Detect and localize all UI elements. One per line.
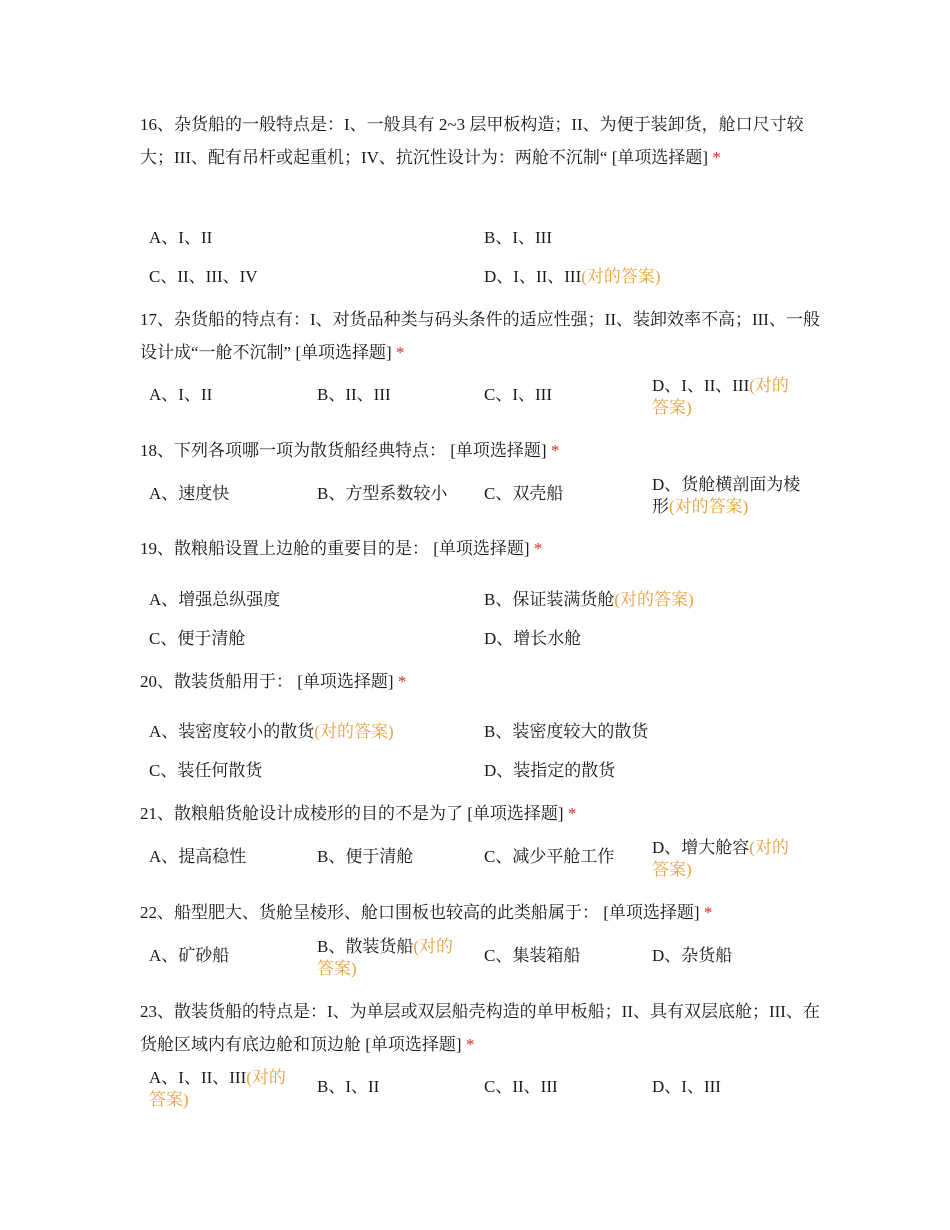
option-b[interactable]: B、装密度较大的散货 xyxy=(484,722,649,741)
option-b[interactable]: B、散装货船(对的答案) xyxy=(317,937,454,978)
question-20 xyxy=(140,665,820,698)
question-stem: 16、杂货船的一般特点是：I、一般具有 2~3 层甲板构造；II、为便于装卸货，舱口尺寸较大；III、配有吊杆或起重机；IV、抗沉性设计为：两舱不沉制“ [单项选择题] * xyxy=(140,115,804,167)
correct-answer-mark: (对的答案) xyxy=(149,1068,286,1109)
option-d[interactable]: D、货舱横剖面为棱形(对的答案) xyxy=(652,475,801,516)
required-asterisk: * xyxy=(567,804,577,823)
correct-answer-mark: (对的答案) xyxy=(669,497,749,516)
question-stem: 21、散粮船货舱设计成棱形的目的不是为了 [单项选择题] * xyxy=(140,804,577,823)
options-row xyxy=(149,1067,829,1107)
options-row xyxy=(149,936,829,976)
option-c[interactable]: C、II、III、IV xyxy=(149,267,258,286)
question-19 xyxy=(140,532,820,565)
option-c[interactable]: C、I、III xyxy=(484,385,552,404)
option-b[interactable]: B、I、II xyxy=(317,1077,380,1096)
options-row xyxy=(149,580,829,620)
question-stem: 17、杂货船的特点有：I、对货品种类与码头条件的适应性强；II、装卸效率不高；III、一般设计成“一舱不沉制” [单项选择题] * xyxy=(140,310,820,362)
option-a[interactable]: A、I、II xyxy=(149,385,213,404)
option-a[interactable]: A、增强总纵强度 xyxy=(149,590,281,609)
options-row xyxy=(149,712,829,752)
option-c[interactable]: C、减少平舱工作 xyxy=(484,847,615,866)
question-stem: 20、散装货船用于： [单项选择题] * xyxy=(140,672,407,691)
option-d[interactable]: D、装指定的散货 xyxy=(484,761,616,780)
option-d[interactable]: D、增大舱容(对的答案) xyxy=(652,838,789,879)
required-asterisk: * xyxy=(397,672,407,691)
option-a[interactable]: A、装密度较小的散货(对的答案) xyxy=(149,722,394,741)
question-22 xyxy=(140,896,820,929)
question-stem: 18、下列各项哪一项为散货船经典特点： [单项选择题] * xyxy=(140,441,560,460)
option-a[interactable]: A、速度快 xyxy=(149,484,230,503)
option-d[interactable]: D、I、III xyxy=(652,1077,721,1096)
question-18 xyxy=(140,434,820,467)
option-c[interactable]: C、便于清舱 xyxy=(149,629,246,648)
question-23 xyxy=(140,995,820,1061)
option-b[interactable]: B、便于清舱 xyxy=(317,847,414,866)
option-c[interactable]: C、双壳船 xyxy=(484,484,564,503)
required-asterisk: * xyxy=(703,903,713,922)
options-row xyxy=(149,751,829,791)
question-16 xyxy=(140,108,820,174)
question-stem: 19、散粮船设置上边舱的重要目的是： [单项选择题] * xyxy=(140,539,543,558)
required-asterisk: * xyxy=(712,148,721,167)
options-row xyxy=(149,257,829,297)
correct-answer-mark: (对的答案) xyxy=(581,267,661,286)
option-d[interactable]: D、杂货船 xyxy=(652,946,733,965)
required-asterisk: * xyxy=(533,539,543,558)
option-c[interactable]: C、装任何散货 xyxy=(149,761,263,780)
question-21 xyxy=(140,797,820,830)
required-asterisk: * xyxy=(465,1035,475,1054)
option-c[interactable]: C、II、III xyxy=(484,1077,558,1096)
option-a[interactable]: A、I、II xyxy=(149,228,213,247)
options-row xyxy=(149,375,829,415)
required-asterisk: * xyxy=(550,441,560,460)
correct-answer-mark: (对的答案) xyxy=(652,376,789,417)
option-d[interactable]: D、I、II、III(对的答案) xyxy=(484,267,661,286)
options-row xyxy=(149,474,829,514)
option-b[interactable]: B、II、III xyxy=(317,385,391,404)
correct-answer-mark: (对的答案) xyxy=(317,937,454,978)
option-a[interactable]: A、矿砂船 xyxy=(149,946,230,965)
option-a[interactable]: A、提高稳性 xyxy=(149,847,247,866)
option-c[interactable]: C、集装箱船 xyxy=(484,946,581,965)
option-b[interactable]: B、方型系数较小 xyxy=(317,484,448,503)
required-asterisk: * xyxy=(395,343,405,362)
options-row xyxy=(149,619,829,659)
option-a[interactable]: A、I、II、III(对的答案) xyxy=(149,1068,286,1109)
option-d[interactable]: D、增长水舱 xyxy=(484,629,582,648)
options-row xyxy=(149,218,829,258)
question-stem: 22、船型肥大、货舱呈棱形、舱口围板也较高的此类船属于： [单项选择题] * xyxy=(140,903,713,922)
question-17 xyxy=(140,303,820,369)
correct-answer-mark: (对的答案) xyxy=(314,722,394,741)
correct-answer-mark: (对的答案) xyxy=(614,590,694,609)
options-row xyxy=(149,837,829,877)
option-b[interactable]: B、I、III xyxy=(484,228,552,247)
correct-answer-mark: (对的答案) xyxy=(652,838,789,879)
option-b[interactable]: B、保证装满货舱(对的答案) xyxy=(484,590,694,609)
option-d[interactable]: D、I、II、III(对的答案) xyxy=(652,376,789,417)
question-stem: 23、散装货船的特点是：I、为单层或双层船壳构造的单甲板船；II、具有双层底舱；III、在货舱区域内有底边舱和顶边舱 [单项选择题] * xyxy=(140,1002,820,1054)
